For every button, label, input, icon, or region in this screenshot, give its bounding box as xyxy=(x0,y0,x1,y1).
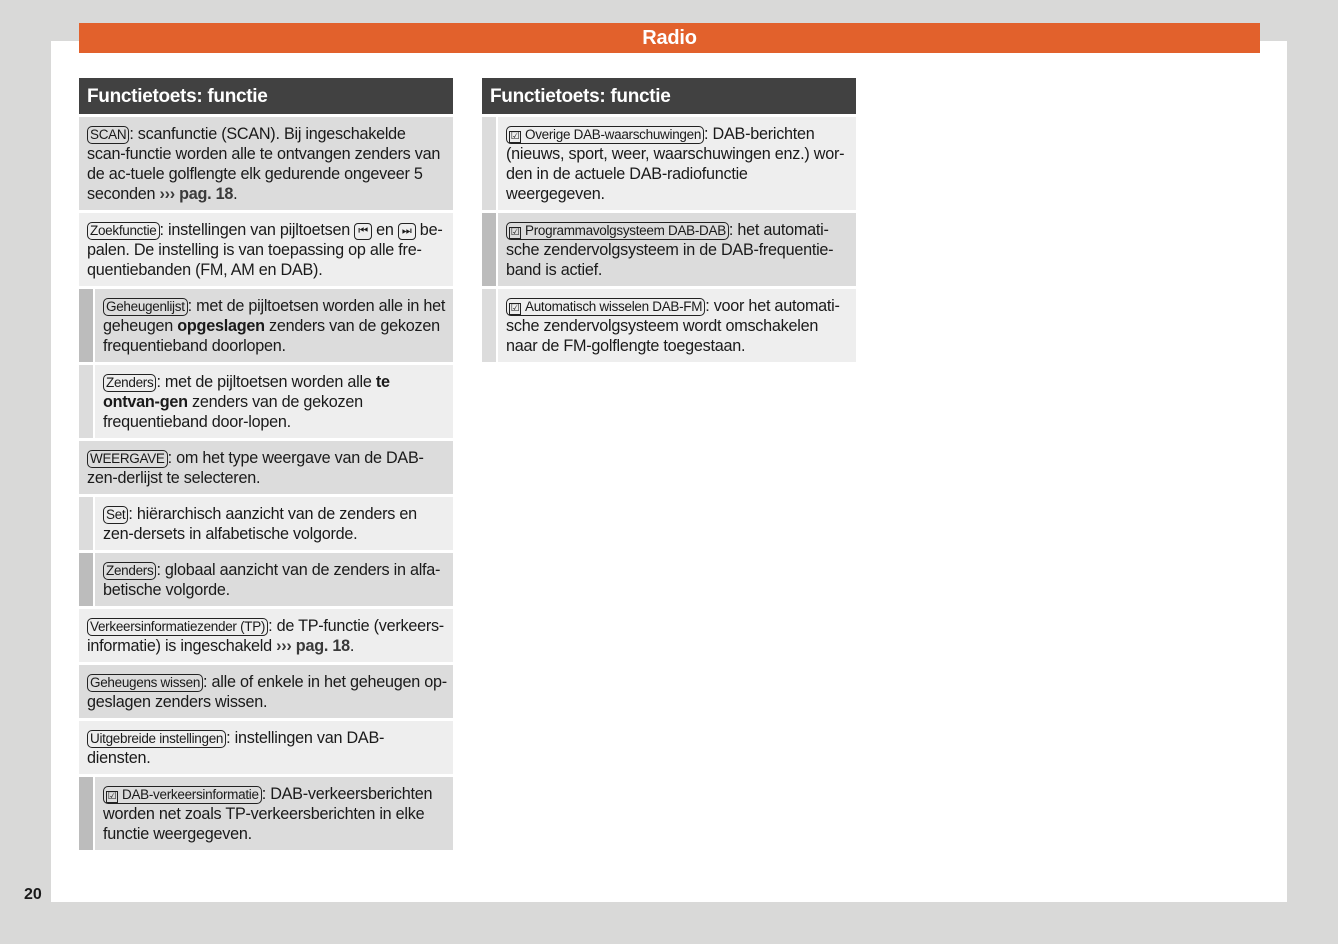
row-text-tail: . xyxy=(233,185,238,203)
table-row-sub xyxy=(482,117,856,210)
table-row-sub xyxy=(79,289,453,362)
row-cell xyxy=(496,213,856,286)
function-key-label: Programmavolgsysteem DAB-DAB xyxy=(525,223,726,238)
indent-bar xyxy=(79,777,93,850)
row-cell xyxy=(79,721,453,774)
indent-bar xyxy=(79,497,93,550)
skip-next-icon: ⏭ xyxy=(398,223,416,240)
checkbox-icon: ☑ xyxy=(510,303,520,314)
row-text: : het automati-sche zendervolgsysteem in de DAB-frequentie-band is actief. xyxy=(506,221,834,279)
row-text-bold: opgeslagen xyxy=(177,317,265,335)
checkbox-icon: ☑ xyxy=(510,227,520,238)
function-key: Zenders xyxy=(103,374,156,392)
function-key: Verkeersinformatiezender (TP) xyxy=(87,618,268,636)
row-text: be-palen. De instelling is van toepassing op alle fre-quentiebanden (FM, AM en DAB). xyxy=(87,221,443,279)
row-cell xyxy=(93,497,453,550)
function-key-checkbox xyxy=(506,222,729,240)
row-cell xyxy=(93,777,453,850)
row-cell xyxy=(496,289,856,362)
row-text: : instellingen van pijltoetsen xyxy=(159,221,355,239)
skip-previous-icon: ⏮ xyxy=(354,223,372,240)
indent-bar xyxy=(79,365,93,438)
row-text: : voor het automati-sche zendervolgsysteem wordt omschakelen naar de FM-golflengte toegestaan. xyxy=(506,297,840,355)
table-row xyxy=(79,117,453,210)
row-text-tail: . xyxy=(349,637,355,655)
function-key: WEERGAVE xyxy=(87,450,168,468)
table-row xyxy=(79,441,453,494)
table-row-sub xyxy=(482,213,856,286)
row-cell xyxy=(79,441,453,494)
table-row-sub xyxy=(79,497,453,550)
left-table-heading: Functietoets: functie xyxy=(79,78,453,114)
row-text: zenders van de gekozen frequentieband door-lopen. xyxy=(103,393,363,431)
row-cell xyxy=(93,553,453,606)
row-text: : om het type weergave van de DAB-zen-derlijst te selecteren. xyxy=(87,449,424,487)
row-text: : hiërarchisch aanzicht van de zenders en zen-dersets in alfabetische volgorde. xyxy=(103,505,417,543)
row-text: : DAB-berichten (nieuws, sport, weer, waarschuwingen enz.) wor-den in de actuele DAB-radiofunctie weergegeven. xyxy=(506,125,845,203)
checkbox-icon: ☑ xyxy=(510,131,520,142)
page-title: Radio xyxy=(79,23,1260,53)
row-cell xyxy=(79,665,453,718)
table-row-sub xyxy=(79,365,453,438)
row-text: : DAB-verkeersberichten worden net zoals TP-verkeersberichten in elke functie weergegeven. xyxy=(103,785,433,843)
row-text: : alle of enkele in het geheugen op-geslagen zenders wissen. xyxy=(87,673,447,711)
row-text: : de TP-functie (verkeers-informatie) is ingeschakeld xyxy=(87,617,444,655)
indent-bar xyxy=(482,117,496,210)
function-key: Geheugenlijst xyxy=(103,298,188,316)
row-cell xyxy=(79,609,453,662)
function-key-checkbox xyxy=(506,298,705,316)
table-row xyxy=(79,665,453,718)
table-row xyxy=(79,609,453,662)
row-text: : scanfunctie (SCAN). Bij ingeschakelde scan-functie worden alle te ontvangen zenders van de ac-tuele golflengte elk gedurende ongeveer 5 seconden xyxy=(87,125,441,203)
table-row-sub xyxy=(482,289,856,362)
row-text: : met de pijltoetsen worden alle in het geheugen xyxy=(103,297,446,335)
function-key: Zenders xyxy=(103,562,156,580)
function-key-checkbox xyxy=(506,126,704,144)
table-row xyxy=(79,721,453,774)
row-cell xyxy=(93,289,453,362)
row-cell xyxy=(79,117,453,210)
row-cell xyxy=(496,117,856,210)
function-key: Set xyxy=(103,506,128,524)
page-ref-link[interactable]: ››› pag. 18 xyxy=(276,637,350,655)
function-key: Uitgebreide instellingen xyxy=(87,730,226,748)
left-table xyxy=(79,78,453,853)
row-cell xyxy=(93,365,453,438)
row-text: : globaal aanzicht van de zenders in alfa-betische volgorde. xyxy=(103,561,441,599)
function-key: Zoekfunctie xyxy=(87,222,160,240)
table-row xyxy=(79,213,453,286)
row-text: zenders van de gekozen frequentieband doorlopen. xyxy=(103,317,440,355)
page-number: 20 xyxy=(24,886,42,903)
row-text: : met de pijltoetsen worden alle xyxy=(156,373,376,391)
function-key: Geheugens wissen xyxy=(87,674,203,692)
checkbox-icon: ☑ xyxy=(107,791,117,802)
function-key-label: Automatisch wisselen DAB-FM xyxy=(525,299,703,314)
row-text: : instellingen van DAB-diensten. xyxy=(87,729,385,767)
right-table-heading: Functietoets: functie xyxy=(482,78,856,114)
indent-bar xyxy=(79,553,93,606)
table-row-sub xyxy=(79,553,453,606)
indent-bar xyxy=(482,289,496,362)
function-key-label: DAB-verkeersinformatie xyxy=(122,787,259,802)
row-text-bold: te ontvan-gen xyxy=(103,373,390,411)
table-row-sub xyxy=(79,777,453,850)
indent-bar xyxy=(79,289,93,362)
row-cell xyxy=(79,213,453,286)
right-table xyxy=(482,78,856,365)
function-key-checkbox xyxy=(103,786,262,804)
row-text: en xyxy=(371,221,398,239)
indent-bar xyxy=(482,213,496,286)
function-key: SCAN xyxy=(87,126,129,144)
function-key-label: Overige DAB-waarschuwingen xyxy=(525,127,702,142)
page-ref-link[interactable]: ››› pag. 18 xyxy=(159,185,234,203)
